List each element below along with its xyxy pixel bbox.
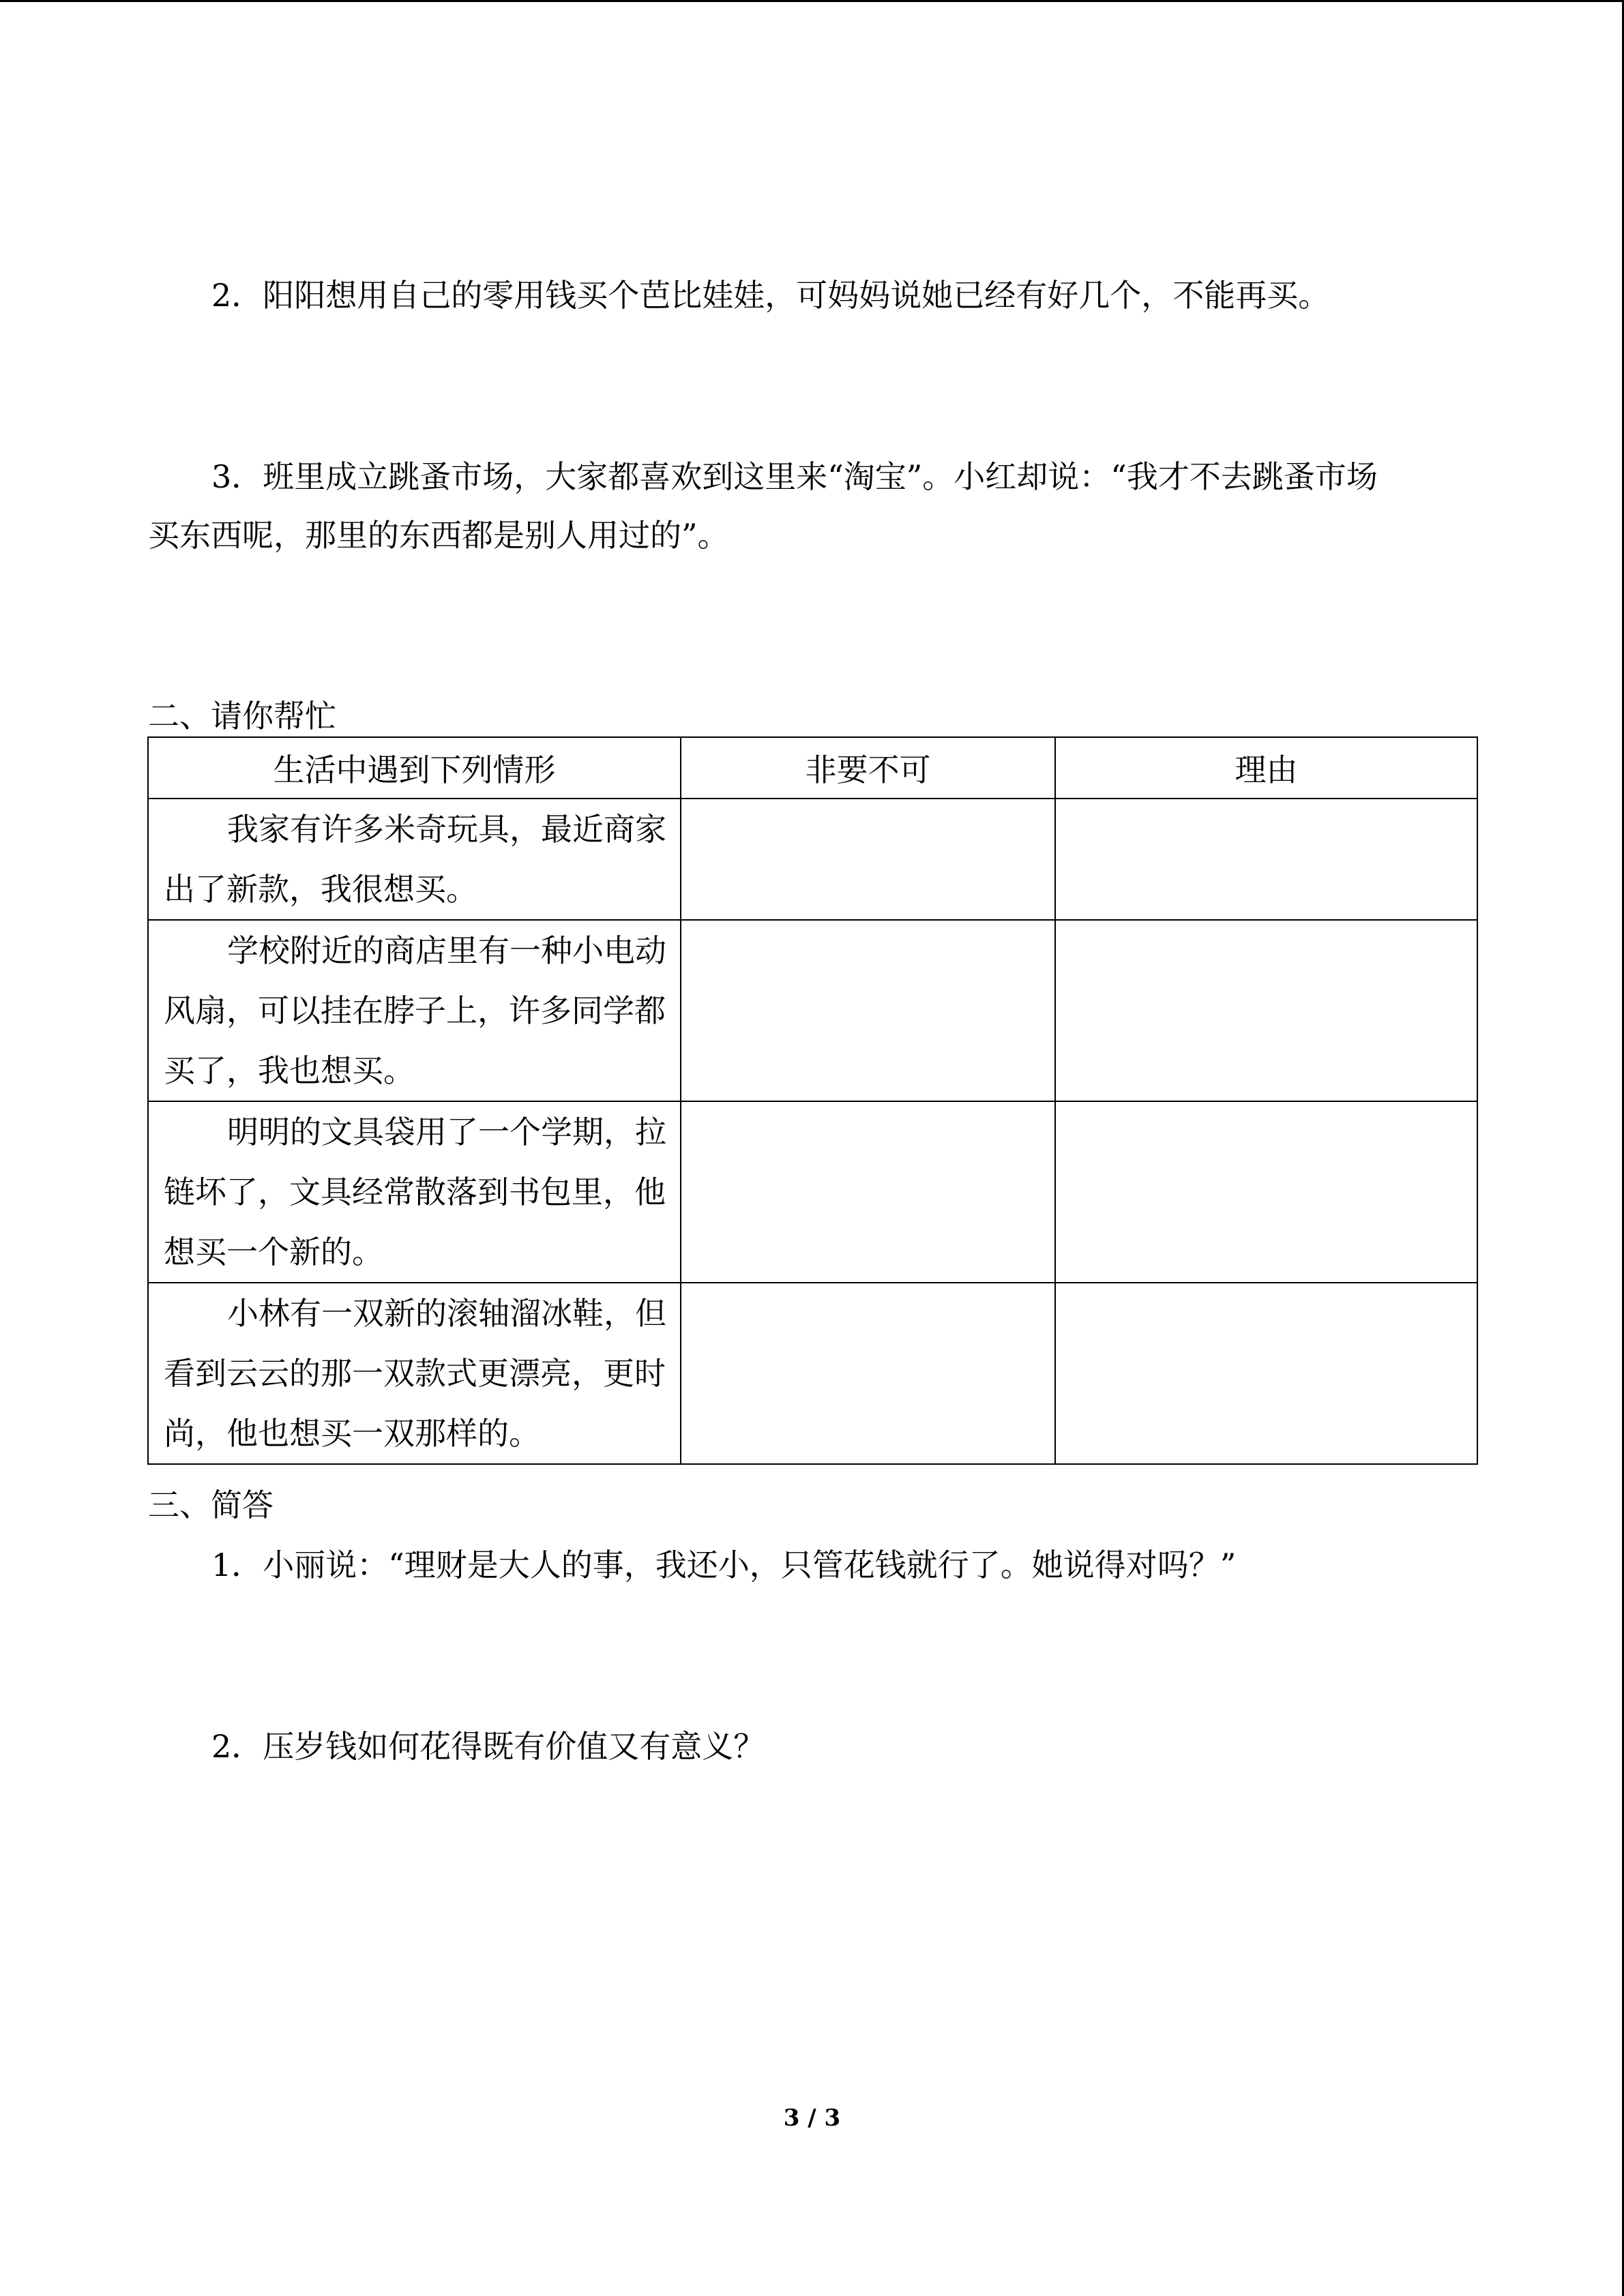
reason-cell[interactable]	[1055, 799, 1477, 920]
page-number: 3 / 3	[783, 2104, 841, 2132]
table-header-row	[148, 737, 1477, 799]
short-answer-1: 1．小丽说：“理财是大人的事，我还小，只管花钱就行了。她说得对吗？”	[211, 1547, 1237, 1583]
question-3-line-1: 3．班里成立跳蚤市场，大家都喜欢到这里来“淘宝”。小红却说：“我才不去跳蚤市场	[211, 458, 1378, 495]
page-border-top	[0, 0, 1624, 2]
must-have-cell[interactable]	[681, 1283, 1055, 1464]
table-row	[148, 799, 1477, 920]
reason-cell[interactable]	[1055, 920, 1477, 1101]
must-have-cell[interactable]	[681, 799, 1055, 920]
must-have-cell[interactable]	[681, 920, 1055, 1101]
short-answer-2: 2．压岁钱如何花得既有价值又有意义？	[211, 1728, 765, 1765]
table-row	[148, 1283, 1477, 1464]
reason-cell[interactable]	[1055, 1283, 1477, 1464]
header-situation: 生活中遇到下列情形	[148, 737, 681, 799]
reason-cell[interactable]	[1055, 1101, 1477, 1283]
must-have-cell[interactable]	[681, 1101, 1055, 1283]
section-3-title: 三、简答	[148, 1487, 274, 1523]
situation-text: 学校附近的商店里有一种小电动风扇，可以挂在脖子上，许多同学都买了，我也想买。	[164, 932, 666, 1089]
table-row	[148, 1101, 1477, 1283]
header-must-have: 非要不可	[681, 737, 1055, 799]
situation-text: 小林有一双新的滚轴溜冰鞋，但看到云云的那一双款式更漂亮，更时尚，他也想买一双那样的。	[164, 1295, 666, 1452]
header-reason: 理由	[1055, 737, 1477, 799]
section-2-title: 二、请你帮忙	[148, 698, 336, 734]
question-3-line-2: 买东西呢，那里的东西都是别人用过的”。	[148, 517, 729, 554]
help-table	[147, 736, 1478, 1465]
situation-text: 明明的文具袋用了一个学期，拉链坏了，文具经常散落到书包里，他想买一个新的。	[164, 1114, 666, 1270]
question-2: 2．阳阳想用自己的零用钱买个芭比娃娃，可妈妈说她已经有好几个，不能再买。	[211, 277, 1330, 314]
table-row	[148, 920, 1477, 1101]
situation-text: 我家有许多米奇玩具，最近商家出了新款，我很想买。	[164, 811, 666, 908]
